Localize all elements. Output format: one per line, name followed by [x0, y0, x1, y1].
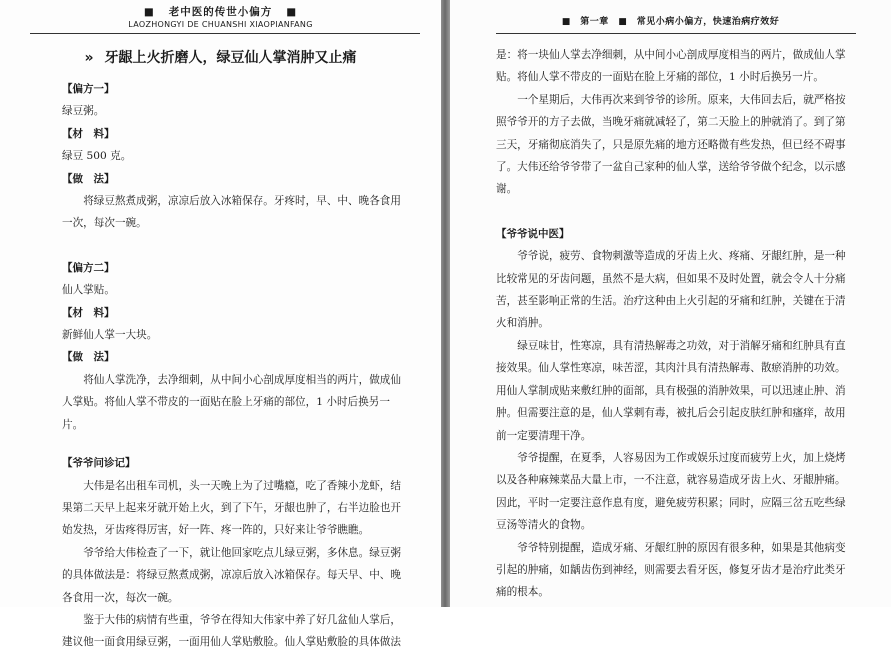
- tcm-paragraph-2: 绿豆味甘，性寒凉，具有清热解毒之功效，对于消解牙痛和红肿具有直接效果。仙人掌性寒凉，味苦涩，其肉汁具有清热解毒、散瘀消肿的功效。用仙人掌制成贴来敷红肿的面部，具有极强的消肿效果，可以迅速止肿、消肿。但需要注意的是，仙人掌刺有毒，被扎后会引起皮肤红肿和瘙痒，故用前一定要清理干净。: [496, 339, 846, 442]
- recipe-2-ingredients-label: 【材 料】: [62, 306, 115, 319]
- recipe-2-method: 将仙人掌洗净，去净细刺，从中间小心剖成厚度相当的两片，做成仙人掌贴。将仙人掌不带皮的一面贴在脸上牙痛的部位，1 小时后换另一片。: [62, 373, 401, 431]
- tcm-paragraph-3: 爷爷提醒，在夏季，人容易因为工作或娱乐过度而疲劳上火，加上烧烤以及各种麻辣菜品大量上市，一不注意，就容易造成牙齿上火、牙龈肿痛。因此，平时一定要注意作息有度，避免疲劳积累；同时，应隔三岔五吃些绿豆汤等清火的食物。: [496, 451, 846, 532]
- recipe-1-ingredients-label: 【材 料】: [62, 127, 115, 140]
- article-title: 牙龈上火折磨人，绿豆仙人掌消肿又止痛: [104, 50, 357, 66]
- right-page-content: [496, 44, 851, 604]
- left-page: [0, 0, 441, 649]
- diary-paragraph-1: 大伟是名出租车司机，头一天晚上为了过嘴瘾，吃了香辣小龙虾，结果第二天早上起来牙就开始上火，到了下午，牙龈也肿了，右半边脸也开始发热，牙齿疼得厉害，好一阵、疼一阵的，只好来让爷爷瞧瞧。: [62, 479, 401, 537]
- right-page: [450, 0, 891, 607]
- tcm-section-label: 【爷爷说中医】: [496, 227, 570, 240]
- recipe-2-ingredients: 新鲜仙人掌一大块。: [62, 329, 158, 342]
- article-title-row: [0, 47, 441, 67]
- recipe-1-ingredients: 绿豆 500 克。: [62, 150, 132, 163]
- header-marker-icon: ■: [286, 6, 298, 18]
- recipe-1-method-label: 【做 法】: [62, 172, 115, 185]
- recipe-1-method: 将绿豆熬煮成粥，凉凉后放入冰箱保存。牙疼时，早、中、晚各食用一次，每次一碗。: [62, 195, 401, 230]
- left-running-header: [0, 4, 441, 29]
- diary-paragraph-3: 鉴于大伟的病情有些重，爷爷在得知大伟家中养了好几盆仙人掌后，建议他一面食用绿豆粥，一面用仙人掌贴敷脸。仙人掌贴敷脸的具体做法: [62, 613, 401, 649]
- follow-up-paragraph: 一个星期后，大伟再次来到爷爷的诊所。原来，大伟回去后，就严格按照爷爷开的方子去做，当晚牙痛就减轻了，第二天脸上的肿就消了。到了第三天，牙痛彻底消失了，只是原先痛的地方还略微有些发热，但已经不碍事了。大伟还给爷爷带了一盆自己家种的仙人掌，送给爷爷做个纪念，以示感谢。: [496, 93, 846, 196]
- recipe-1-label: 【偏方一】: [62, 83, 115, 95]
- diary-section-label: 【爷爷问诊记】: [62, 457, 136, 470]
- tcm-paragraph-1: 爷爷说，疲劳、食物刺激等造成的牙齿上火、疼痛、牙龈红肿，是一种比较常见的牙齿问题，虽然不是大病，但如果不及时处置，就会令人十分痛苦，甚至影响正常的生活。治疗这种由上火引起的牙痛和红肿，关键在于清火和消肿。: [496, 250, 846, 330]
- book-gutter: [441, 0, 450, 607]
- recipe-2-method-label: 【做 法】: [62, 351, 115, 364]
- recipe-2-name: 仙人掌贴。: [62, 284, 115, 297]
- recipe-2-label: 【偏方二】: [62, 261, 115, 274]
- book-title-pinyin: LAOZHONGYI DE CHUANSHI XIAOPIANFANG: [128, 20, 313, 29]
- title-marker-icon: »: [84, 50, 94, 66]
- left-page-content: [62, 78, 411, 654]
- header-rule: [30, 33, 420, 34]
- book-title: 老中医的传世小偏方: [168, 6, 273, 18]
- header-marker-icon: ■: [143, 6, 155, 18]
- recipe-1-name: 绿豆粥。: [62, 105, 105, 118]
- continued-paragraph: 是：将一块仙人掌去净细刺，从中间小心剖成厚度相当的两片，做成仙人掌贴。将仙人掌不带皮的一面贴在脸上牙痛的部位，1 小时后换另一片。: [496, 49, 846, 84]
- chapter-header: ■ 第一章 ■ 常见小病小偏方，快速治病疗效好: [561, 17, 780, 27]
- diary-paragraph-2: 爷爷给大伟检查了一下，就让他回家吃点儿绿豆粥，多休息。绿豆粥的具体做法是：将绿豆熬煮成粥，凉凉后放入冰箱保存。每天早、中、晚各食用一次，每次一碗。: [62, 546, 401, 604]
- tcm-paragraph-4: 爷爷特别提醒，造成牙痛、牙龈红肿的原因有很多种，如果是其他病变引起的肿痛，如龋齿伤到神经，则需要去看牙医，修复牙齿才是治疗此类牙痛的根本。: [496, 541, 846, 599]
- header-rule: [496, 33, 856, 34]
